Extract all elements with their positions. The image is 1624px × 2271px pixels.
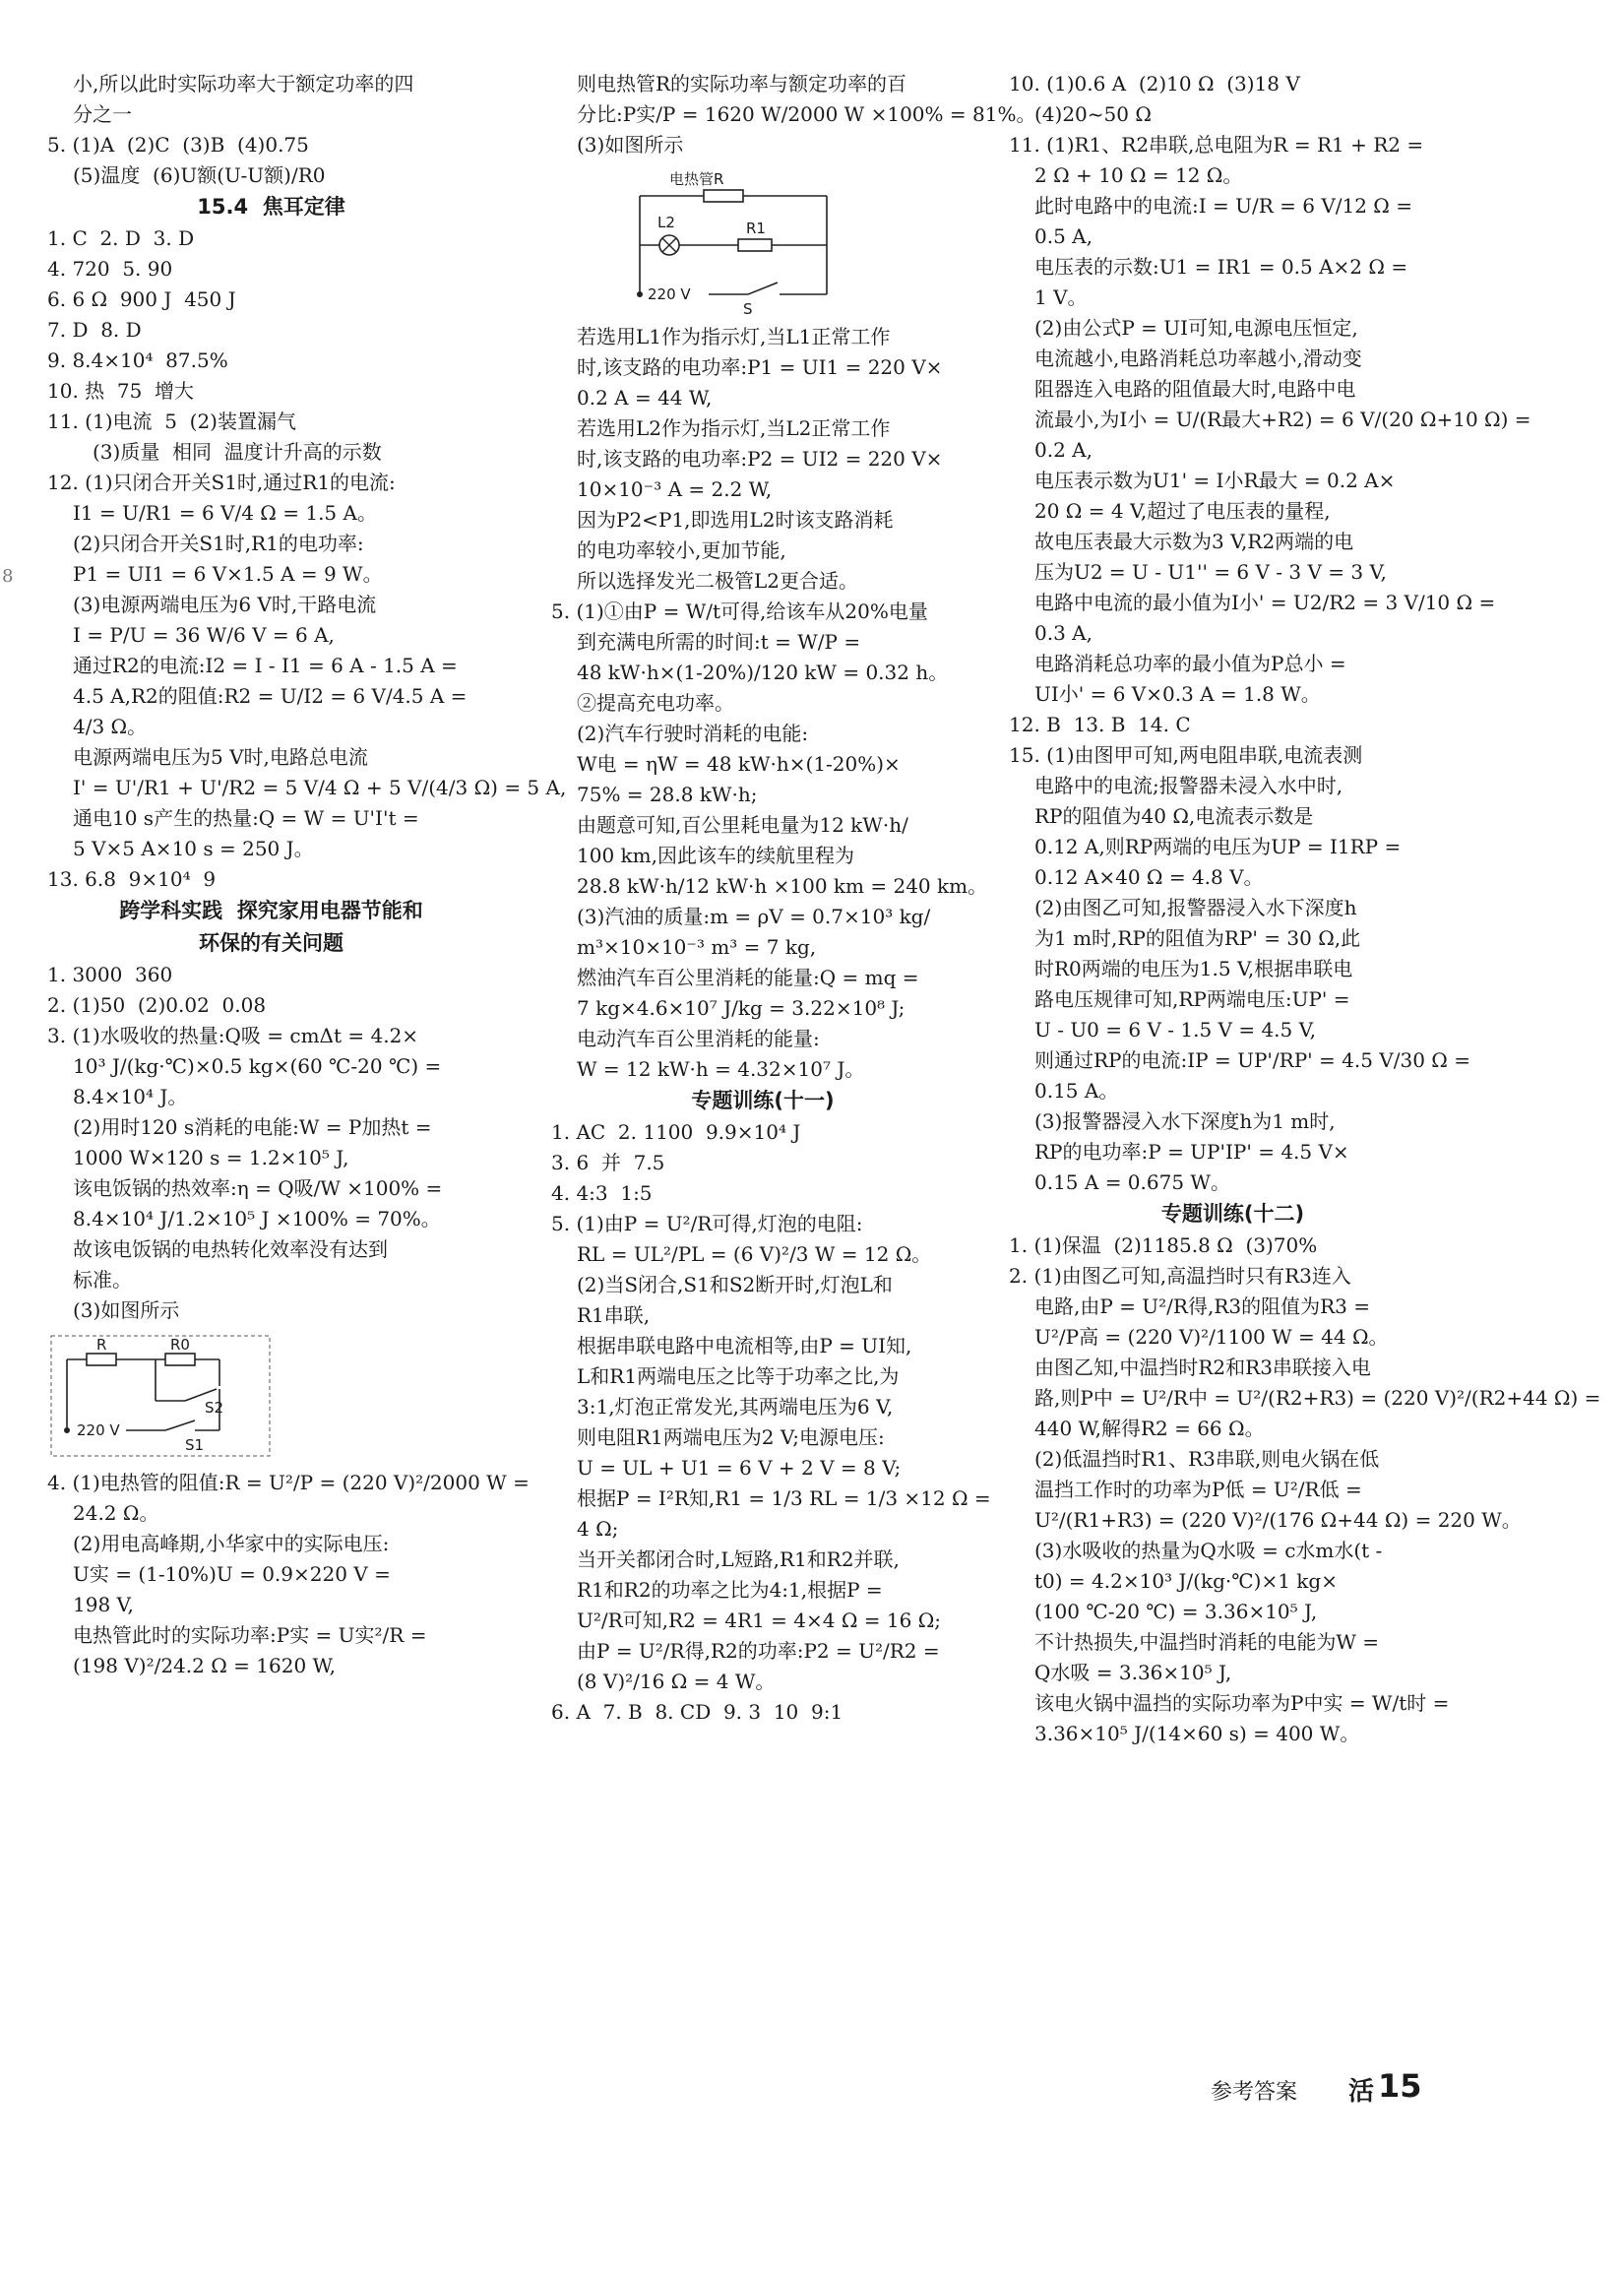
answer-line: 到充满电所需的时间:t = W/P = bbox=[577, 630, 861, 654]
circuit-diagram-heater bbox=[47, 1332, 495, 1460]
answer-line: 电热管此时的实际功率:P实 = U实²/R = bbox=[73, 1623, 427, 1647]
answer-line: U = UL + U1 = 6 V + 2 V = 8 V; bbox=[577, 1456, 902, 1480]
answer-line: 分之一 bbox=[73, 102, 132, 126]
answer-line: 8.4×10⁴ J。 bbox=[73, 1085, 188, 1108]
answer-line: 小,所以此时实际功率大于额定功率的四 bbox=[73, 72, 414, 95]
answer-line: UI小' = 6 V×0.3 A = 1.8 W。 bbox=[1034, 682, 1321, 706]
answer-line: (2)汽车行驶时消耗的电能: bbox=[577, 722, 809, 745]
answer-line: RP的电功率:P = UP'IP' = 4.5 V× bbox=[1034, 1140, 1349, 1164]
answer-line: 15. (1)由图甲可知,两电阻串联,电流表测 bbox=[1009, 743, 1363, 767]
answer-line: 12. (1)只闭合开关S1时,通过R1的电流: bbox=[47, 471, 396, 494]
answer-line: I = P/U = 36 W/6 V = 6 A, bbox=[73, 623, 335, 647]
answer-line: 不计热损失,中温挡时消耗的电能为W = bbox=[1034, 1630, 1380, 1654]
answer-line: 时,该支路的电功率:P2 = UI2 = 220 V× bbox=[577, 447, 943, 471]
answer-line: L和R1两端电压之比等于功率之比,为 bbox=[577, 1364, 900, 1388]
answer-line: 因为P2<P1,即选用L2时该支路消耗 bbox=[577, 508, 894, 532]
answer-line: m³×10×10⁻³ m³ = 7 kg, bbox=[577, 935, 817, 959]
label-r0: R0 bbox=[170, 1336, 190, 1354]
answer-line: 路,则P中 = U²/R中 = U²/(R2+R3) = (220 V)²/(R2+44 Ω) = bbox=[1034, 1386, 1601, 1410]
answer-line: (3)报警器浸入水下深度h为1 m时, bbox=[1034, 1109, 1336, 1133]
answer-line: 压为U2 = U - U1'' = 6 V - 3 V = 3 V, bbox=[1034, 560, 1387, 584]
answer-line: 电动汽车百公里消耗的能量: bbox=[577, 1027, 820, 1050]
answer-line: 分比:P实/P = 1620 W/2000 W ×100% = 81%。 bbox=[577, 102, 1036, 126]
answer-line: 由P = U²/R得,R2的功率:P2 = U²/R2 = bbox=[577, 1639, 940, 1663]
answer-line: 流最小,为I小 = U/(R最大+R2) = 6 V/(20 Ω+10 Ω) = bbox=[1034, 408, 1531, 431]
label-s: S bbox=[743, 300, 753, 318]
answer-line: (8 V)²/16 Ω = 4 W。 bbox=[577, 1670, 776, 1693]
answer-line: 故该电饭锅的电热转化效率没有达到 bbox=[73, 1237, 388, 1261]
answer-line: 温挡工作时的功率为P低 = U²/R低 = bbox=[1034, 1478, 1362, 1501]
answer-line: P1 = UI1 = 6 V×1.5 A = 9 W。 bbox=[73, 562, 383, 586]
answer-line: (2)低温挡时R1、R3串联,则电火锅在低 bbox=[1034, 1447, 1380, 1471]
answer-line: (2)用时120 s消耗的电能:W = P加热t = bbox=[73, 1115, 432, 1139]
answer-line: 7. D 8. D bbox=[47, 318, 142, 342]
answer-line: 电流越小,电路消耗总功率越小,滑动变 bbox=[1034, 347, 1362, 370]
answer-line: 若选用L1作为指示灯,当L1正常工作 bbox=[577, 325, 891, 348]
answer-line: 电压表示数为U1' = I小R最大 = 0.2 A× bbox=[1034, 469, 1396, 492]
answer-line: 为1 m时,RP的阻值为RP' = 30 Ω,此 bbox=[1034, 926, 1361, 950]
answer-line: 11. (1)R1、R2串联,总电阻为R = R1 + R2 = bbox=[1009, 133, 1424, 157]
answer-line: 0.15 A = 0.675 W。 bbox=[1034, 1170, 1230, 1194]
answer-line: U实 = (1-10%)U = 0.9×220 V = bbox=[73, 1562, 391, 1586]
answer-line: (4)20~50 Ω bbox=[1034, 102, 1152, 126]
answer-column-3 bbox=[1009, 69, 1601, 1749]
answer-line: 0.3 A, bbox=[1034, 621, 1093, 645]
resistor-r bbox=[87, 1354, 116, 1365]
answer-line: 48 kW·h×(1-20%)/120 kW = 0.32 h。 bbox=[577, 661, 949, 684]
answer-line: 5. (1)由P = U²/R可得,灯泡的电阻: bbox=[551, 1212, 863, 1235]
answer-line: 则电阻R1两端电压为2 V;电源电压: bbox=[577, 1425, 885, 1449]
answer-line: (3)汽油的质量:m = ρV = 0.7×10³ kg/ bbox=[577, 905, 931, 928]
answer-line: 2 Ω + 10 Ω = 12 Ω。 bbox=[1034, 163, 1243, 187]
answer-line: 由图乙知,中温挡时R2和R3串联接入电 bbox=[1034, 1356, 1371, 1379]
answer-line: W电 = ηW = 48 kW·h×(1-20%)× bbox=[577, 752, 901, 776]
answer-line: (100 ℃-20 ℃) = 3.36×10⁵ J, bbox=[1034, 1600, 1318, 1623]
section-heading: 专题训练(十一) bbox=[691, 1089, 835, 1112]
switch-s1 bbox=[165, 1420, 195, 1430]
answer-line: 1. 3000 360 bbox=[47, 963, 173, 986]
answer-line: 电路,由P = U²/R得,R3的阻值为R3 = bbox=[1034, 1294, 1370, 1318]
answer-line: 10. 热 75 增大 bbox=[47, 379, 195, 403]
answer-line: ②提高充电功率。 bbox=[577, 691, 734, 715]
answer-line: 5 V×5 A×10 s = 250 J。 bbox=[73, 837, 314, 860]
label-s1: S1 bbox=[185, 1436, 205, 1454]
answer-line: 6. 6 Ω 900 J 450 J bbox=[47, 287, 236, 311]
answer-line: (3)水吸收的热量为Q水吸 = c水m水(t - bbox=[1034, 1539, 1383, 1562]
answer-line: (198 V)²/24.2 Ω = 1620 W, bbox=[73, 1654, 336, 1677]
label-l2: L2 bbox=[657, 214, 675, 231]
footer-label: 参考答案 bbox=[1211, 2080, 1298, 2105]
answer-line: (2)当S闭合,S1和S2断开时,灯泡L和 bbox=[577, 1273, 893, 1296]
answer-line: 8.4×10⁴ J/1.2×10⁵ J ×100% = 70%。 bbox=[73, 1207, 441, 1230]
answer-line: 当开关都闭合时,L短路,R1和R2并联, bbox=[577, 1547, 900, 1571]
answer-line: 4 Ω; bbox=[577, 1517, 619, 1541]
answer-line: 0.15 A。 bbox=[1034, 1079, 1119, 1103]
answer-line: (5)温度 (6)U额(U-U额)/R0 bbox=[73, 163, 326, 187]
answer-line: 11. (1)电流 5 (2)装置漏气 bbox=[47, 410, 296, 433]
answer-line: 通电10 s产生的热量:Q = W = U'I't = bbox=[73, 806, 419, 830]
answer-line: 9. 8.4×10⁴ 87.5% bbox=[47, 348, 228, 372]
answer-line: 3:1,灯泡正常发光,其两端电压为6 V, bbox=[577, 1395, 894, 1419]
answer-line: 440 W,解得R2 = 66 Ω。 bbox=[1034, 1417, 1265, 1440]
label-heater: 电热管R bbox=[669, 170, 724, 188]
section-heading: 跨学科实践 探究家用电器节能和 bbox=[119, 899, 423, 922]
answer-line: 2. (1)由图乙可知,高温挡时只有R3连入 bbox=[1009, 1264, 1351, 1288]
answer-line: (3)质量 相同 温度计升高的示数 bbox=[93, 440, 382, 464]
answer-line: 1. AC 2. 1100 9.9×10⁴ J bbox=[551, 1120, 801, 1144]
answer-line: 24.2 Ω。 bbox=[73, 1501, 159, 1525]
answer-line: 该电火锅中温挡的实际功率为P中实 = W/t时 = bbox=[1034, 1691, 1450, 1715]
answer-line: 4. 720 5. 90 bbox=[47, 257, 173, 281]
answer-line: 阻器连入电路的阻值最大时,电路中电 bbox=[1034, 377, 1356, 401]
answer-line: U²/R可知,R2 = 4R1 = 4×4 Ω = 16 Ω; bbox=[577, 1609, 942, 1632]
resistor-r1 bbox=[738, 239, 772, 251]
answer-line: (2)由图乙可知,报警器浸入水下深度h bbox=[1034, 896, 1357, 919]
answer-line: I' = U'/R1 + U'/R2 = 5 V/4 Ω + 5 V/(4/3 Ω) = 5 A, bbox=[73, 776, 567, 799]
answer-line: 由题意可知,百公里耗电量为12 kW·h/ bbox=[577, 813, 908, 837]
answer-line: (2)只闭合开关S1时,R1的电功率: bbox=[73, 532, 364, 555]
answer-line: 4. (1)电热管的阻值:R = U²/P = (220 V)²/2000 W = bbox=[47, 1471, 530, 1494]
answer-line: 则通过RP的电流:IP = UP'/RP' = 4.5 V/30 Ω = bbox=[1034, 1048, 1470, 1072]
answer-line: 电路中的电流;报警器未浸入水中时, bbox=[1034, 774, 1343, 797]
label-s2: S2 bbox=[205, 1399, 224, 1417]
section-heading: 环保的有关问题 bbox=[199, 931, 344, 955]
answer-line: 0.12 A×40 Ω = 4.8 V。 bbox=[1034, 865, 1264, 889]
answer-line: 路电压规律可知,RP两端电压:UP' = bbox=[1034, 987, 1350, 1011]
answer-line: 时,该支路的电功率:P1 = UI1 = 220 V× bbox=[577, 355, 943, 379]
answer-line: 5. (1)①由P = W/t可得,给该车从20%电量 bbox=[551, 599, 928, 623]
section-heading: 专题训练(十二) bbox=[1160, 1202, 1305, 1226]
answer-line: (2)由公式P = UI可知,电源电压恒定, bbox=[1034, 316, 1358, 340]
page-number: 15 bbox=[1378, 2067, 1422, 2105]
answer-line: 1000 W×120 s = 1.2×10⁵ J, bbox=[73, 1146, 349, 1169]
answer-line: 电源两端电压为5 V时,电路总电流 bbox=[73, 745, 368, 769]
answer-line: t0) = 4.2×10³ J/(kg·℃)×1 kg× bbox=[1034, 1569, 1338, 1593]
answer-line: 1. (1)保温 (2)1185.8 Ω (3)70% bbox=[1009, 1233, 1318, 1257]
answer-line: 的电功率较小,更加节能, bbox=[577, 538, 786, 562]
answer-line: (2)用电高峰期,小华家中的实际电压: bbox=[73, 1532, 390, 1555]
answer-line: 此时电路中的电流:I = U/R = 6 V/12 Ω = bbox=[1034, 194, 1413, 218]
label-r1: R1 bbox=[746, 220, 766, 237]
answer-line: U²/P高 = (220 V)²/1100 W = 44 Ω。 bbox=[1034, 1325, 1389, 1349]
answer-line: (3)电源两端电压为6 V时,干路电流 bbox=[73, 593, 377, 616]
circuit-heater-svg bbox=[47, 1332, 274, 1460]
answer-line: 该电饭锅的热效率:η = Q吸/W ×100% = bbox=[73, 1176, 443, 1200]
answer-line: 100 km,因此该车的续航里程为 bbox=[577, 844, 854, 867]
answer-line: 3. 6 并 7.5 bbox=[551, 1151, 665, 1174]
answer-line: Q水吸 = 3.36×10⁵ J, bbox=[1034, 1661, 1232, 1684]
answer-line: 13. 6.8 9×10⁴ 9 bbox=[47, 867, 217, 891]
answer-line: 根据串联电路中电流相等,由P = UI知, bbox=[577, 1334, 912, 1357]
answer-line: 0.12 A,则RP两端的电压为UP = I1RP = bbox=[1034, 835, 1402, 858]
circuit-diagram-indicator bbox=[551, 166, 974, 318]
answer-line: 0.5 A, bbox=[1034, 224, 1093, 248]
answer-line: 4.5 A,R2的阻值:R2 = U/I2 = 6 V/4.5 A = bbox=[73, 684, 468, 708]
answer-line: 所以选择发光二极管L2更合适。 bbox=[577, 569, 859, 593]
answer-line: I1 = U/R1 = 6 V/4 Ω = 1.5 A。 bbox=[73, 501, 377, 525]
answer-line: 1. C 2. D 3. D bbox=[47, 226, 195, 250]
answer-line: 10×10⁻³ A = 2.2 W, bbox=[577, 477, 773, 501]
answer-line: 标准。 bbox=[73, 1268, 132, 1292]
answer-line: 燃油汽车百公里消耗的能量:Q = mq = bbox=[577, 966, 919, 989]
answer-line: 电路消耗总功率的最小值为P总小 = bbox=[1034, 652, 1346, 675]
section-heading: 15.4 焦耳定律 bbox=[197, 195, 345, 219]
answer-line: 10. (1)0.6 A (2)10 Ω (3)18 V bbox=[1009, 72, 1300, 95]
answer-line: 通过R2的电流:I2 = I - I1 = 6 A - 1.5 A = bbox=[73, 654, 458, 677]
answer-line: R1串联, bbox=[577, 1303, 651, 1327]
label-r: R bbox=[96, 1336, 107, 1354]
answer-line: 根据P = I²R知,R1 = 1/3 RL = 1/3 ×12 Ω = bbox=[577, 1486, 991, 1510]
footer-tag: 活 bbox=[1348, 2077, 1375, 2107]
answer-line: 0.2 A = 44 W, bbox=[577, 386, 713, 410]
answer-line: U²/(R1+R3) = (220 V)²/(176 Ω+44 Ω) = 220 W。 bbox=[1034, 1508, 1522, 1532]
answer-line: (3)如图所示 bbox=[73, 1298, 180, 1322]
answer-line: 20 Ω = 4 V,超过了电压表的量程, bbox=[1034, 499, 1331, 523]
label-source-2: 220 V bbox=[648, 285, 691, 303]
answer-line: RL = UL²/PL = (6 V)²/3 W = 12 Ω。 bbox=[577, 1242, 932, 1266]
answer-line: 75% = 28.8 kW·h; bbox=[577, 783, 758, 806]
answer-line: R1和R2的功率之比为4:1,根据P = bbox=[577, 1578, 883, 1602]
answer-line: 3.36×10⁵ J/(14×60 s) = 400 W。 bbox=[1034, 1722, 1360, 1745]
switch-s bbox=[748, 283, 778, 294]
page-footer bbox=[1211, 2067, 1457, 2107]
answer-line: (3)如图所示 bbox=[577, 133, 684, 157]
answer-column-1 bbox=[47, 69, 567, 1681]
answer-line: 7 kg×4.6×10⁷ J/kg = 3.22×10⁸ J; bbox=[577, 996, 906, 1020]
answer-line: 电路中电流的最小值为I小' = U2/R2 = 3 V/10 Ω = bbox=[1034, 591, 1496, 614]
answer-line: 198 V, bbox=[73, 1593, 134, 1616]
answer-line: 1 V。 bbox=[1034, 285, 1088, 309]
resistor-r0 bbox=[165, 1354, 195, 1365]
answer-line: 3. (1)水吸收的热量:Q吸 = cmΔt = 4.2× bbox=[47, 1024, 419, 1047]
answer-column-2 bbox=[551, 69, 1036, 1728]
answer-line: 4. 4:3 1:5 bbox=[551, 1181, 653, 1205]
answer-line: 则电热管R的实际功率与额定功率的百 bbox=[577, 72, 907, 95]
answer-line: 故电压表最大示数为3 V,R2两端的电 bbox=[1034, 530, 1354, 553]
heater-resistor bbox=[704, 190, 743, 202]
answer-line: 时R0两端的电压为1.5 V,根据串联电 bbox=[1034, 957, 1353, 980]
answer-line: 28.8 kW·h/12 kW·h ×100 km = 240 km。 bbox=[577, 874, 988, 898]
answer-line: 0.2 A, bbox=[1034, 438, 1093, 462]
answer-line: 6. A 7. B 8. CD 9. 3 10 9:1 bbox=[551, 1700, 843, 1724]
answer-line: 5. (1)A (2)C (3)B (4)0.75 bbox=[47, 133, 309, 157]
answer-line: 若选用L2作为指示灯,当L2正常工作 bbox=[577, 416, 891, 440]
answer-line: 10³ J/(kg·℃)×0.5 kg×(60 ℃-20 ℃) = bbox=[73, 1054, 442, 1078]
answer-line: W = 12 kW·h = 4.32×10⁷ J。 bbox=[577, 1057, 865, 1081]
circuit-indicator-svg bbox=[630, 166, 837, 318]
answer-line: 2. (1)50 (2)0.02 0.08 bbox=[47, 993, 267, 1017]
answer-line: 电压表的示数:U1 = IR1 = 0.5 A×2 Ω = bbox=[1034, 255, 1408, 279]
answer-line: U - U0 = 6 V - 1.5 V = 4.5 V, bbox=[1034, 1018, 1316, 1041]
answer-line: 4/3 Ω。 bbox=[73, 715, 148, 738]
answer-line: RP的阻值为40 Ω,电流表示数是 bbox=[1034, 804, 1314, 828]
answer-line: 12. B 13. B 14. C bbox=[1009, 713, 1191, 736]
label-source: 220 V bbox=[77, 1421, 120, 1439]
side-margin-mark: 8 bbox=[2, 566, 14, 587]
